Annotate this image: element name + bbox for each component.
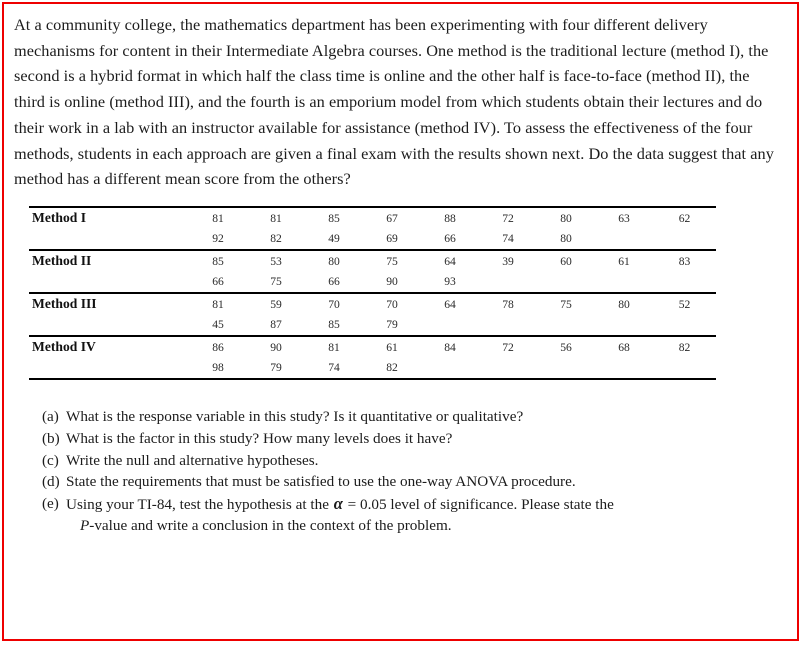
cell: 90 xyxy=(386,275,398,289)
cell: 80 xyxy=(560,232,572,246)
cell xyxy=(595,271,653,293)
cell: 86 xyxy=(189,336,247,358)
question-item-d xyxy=(42,471,784,492)
row-label-spacer xyxy=(29,271,189,293)
table-row xyxy=(29,357,716,379)
table-row xyxy=(29,271,716,293)
cell: 78 xyxy=(479,293,537,315)
question-item-c xyxy=(42,450,784,471)
question-item-b xyxy=(42,428,784,449)
cell: 72 xyxy=(479,336,537,358)
cell xyxy=(595,314,653,336)
question-marker-c: (c) xyxy=(42,451,59,469)
cell: 63 xyxy=(595,207,653,229)
row-label-method-2: Method II xyxy=(29,250,189,272)
question-marker-a: (a) xyxy=(42,407,59,425)
cell: 53 xyxy=(247,250,305,272)
cell: 64 xyxy=(421,293,479,315)
question-e-continuation xyxy=(80,515,784,536)
cell xyxy=(537,314,595,336)
cell xyxy=(421,314,479,336)
cell: 70 xyxy=(363,293,421,315)
cell: 75 xyxy=(537,293,595,315)
cell: 60 xyxy=(537,250,595,272)
cell: 61 xyxy=(363,336,421,358)
cell: 45 xyxy=(212,318,224,332)
row-label-method-4: Method IV xyxy=(29,336,189,358)
page-content xyxy=(14,12,784,537)
cell: 81 xyxy=(247,207,305,229)
row-label-spacer xyxy=(29,314,189,336)
question-marker-e: (e) xyxy=(42,495,59,513)
cell: 69 xyxy=(386,232,398,246)
cell: 66 xyxy=(212,275,224,289)
cell: 74 xyxy=(305,357,363,379)
cell: 88 xyxy=(421,207,479,229)
cell: 74 xyxy=(502,232,514,246)
table-row xyxy=(29,207,716,229)
cell: 52 xyxy=(653,293,716,315)
cell: 85 xyxy=(189,250,247,272)
cell: 81 xyxy=(189,293,247,315)
exam-scores-table xyxy=(29,206,716,380)
cell: 72 xyxy=(479,207,537,229)
cell: 98 xyxy=(189,357,247,379)
table-row xyxy=(29,228,716,250)
cell xyxy=(653,271,716,293)
cell xyxy=(479,314,537,336)
cell: 67 xyxy=(363,207,421,229)
cell: 66 xyxy=(328,275,340,289)
cell: 85 xyxy=(305,207,363,229)
p-value-italic: P xyxy=(80,517,90,535)
cell: 56 xyxy=(537,336,595,358)
cell: 84 xyxy=(421,336,479,358)
cell: 87 xyxy=(270,318,282,332)
alpha-symbol: α xyxy=(333,494,343,514)
cell xyxy=(595,228,653,250)
question-text-e xyxy=(66,493,784,537)
cell: 70 xyxy=(305,293,363,315)
cell: 79 xyxy=(386,318,398,332)
cell: 85 xyxy=(328,318,340,332)
cell: 83 xyxy=(653,250,716,272)
cell: 82 xyxy=(653,336,716,358)
question-text-c: Write the null and alternative hypotheses. xyxy=(66,451,319,469)
question-e-lead: Using your TI-84, test the hypothesis at the xyxy=(66,496,333,514)
cell: 80 xyxy=(537,207,595,229)
cell: 59 xyxy=(247,293,305,315)
cell: 92 xyxy=(212,232,224,246)
cell: 80 xyxy=(305,250,363,272)
row-label-method-3: Method III xyxy=(29,293,189,315)
cell: 82 xyxy=(363,357,421,379)
cell xyxy=(421,357,479,379)
cell: 90 xyxy=(247,336,305,358)
row-label-spacer xyxy=(29,357,189,379)
cell: 75 xyxy=(270,275,282,289)
cell xyxy=(653,314,716,336)
cell: 93 xyxy=(444,275,456,289)
cell: 66 xyxy=(444,232,456,246)
question-e-tail: = 0.05 level of significance. Please state the xyxy=(343,496,614,514)
cell: 75 xyxy=(363,250,421,272)
cell xyxy=(595,357,653,379)
cell: 80 xyxy=(595,293,653,315)
results-table-wrapper xyxy=(29,206,716,380)
cell: 81 xyxy=(305,336,363,358)
cell xyxy=(537,357,595,379)
question-text-a: What is the response variable in this study? Is it quantitative or qualitative? xyxy=(66,407,524,425)
row-label-method-1: Method I xyxy=(29,207,189,229)
cell: 81 xyxy=(189,207,247,229)
question-list xyxy=(42,406,784,537)
cell: 82 xyxy=(270,232,282,246)
page-frame xyxy=(2,2,799,641)
cell xyxy=(479,271,537,293)
cell: 64 xyxy=(421,250,479,272)
table-row xyxy=(29,293,716,315)
problem-statement: At a community college, the mathematics department has been experimenting with four different delivery mechanisms for content in their Intermediate Algebra courses. One method is the traditional lecture (method I), the second is a hybrid format in which half the class time is online and the other half is face-to-face (method II), the third is online (method III), and the fourth is an emporium model from which students obtain their lectures and do their work in a lab with an instructor available for assistance (method IV). To assess the effectiveness of the four methods, students in each approach are given a final exam with the results shown next. Do the data suggest that any method has a different mean score from the others? xyxy=(14,15,774,189)
question-marker-b: (b) xyxy=(42,429,60,447)
cell: 49 xyxy=(328,232,340,246)
table-row xyxy=(29,314,716,336)
cell xyxy=(653,357,716,379)
cell: 68 xyxy=(595,336,653,358)
cell xyxy=(653,228,716,250)
table-row xyxy=(29,336,716,358)
row-label-spacer xyxy=(29,228,189,250)
question-item-a xyxy=(42,406,784,427)
cell xyxy=(537,271,595,293)
question-text-d: State the requirements that must be satisfied to use the one-way ANOVA procedure. xyxy=(66,473,576,491)
cell: 79 xyxy=(247,357,305,379)
question-text-b: What is the factor in this study? How many levels does it have? xyxy=(66,429,453,447)
question-marker-d: (d) xyxy=(42,473,60,491)
table-row xyxy=(29,250,716,272)
cell: 62 xyxy=(653,207,716,229)
question-item-e xyxy=(42,493,784,537)
cell: 39 xyxy=(479,250,537,272)
question-e-continuation-rest: -value and write a conclusion in the context of the problem. xyxy=(89,517,452,535)
cell: 61 xyxy=(595,250,653,272)
cell xyxy=(479,357,537,379)
